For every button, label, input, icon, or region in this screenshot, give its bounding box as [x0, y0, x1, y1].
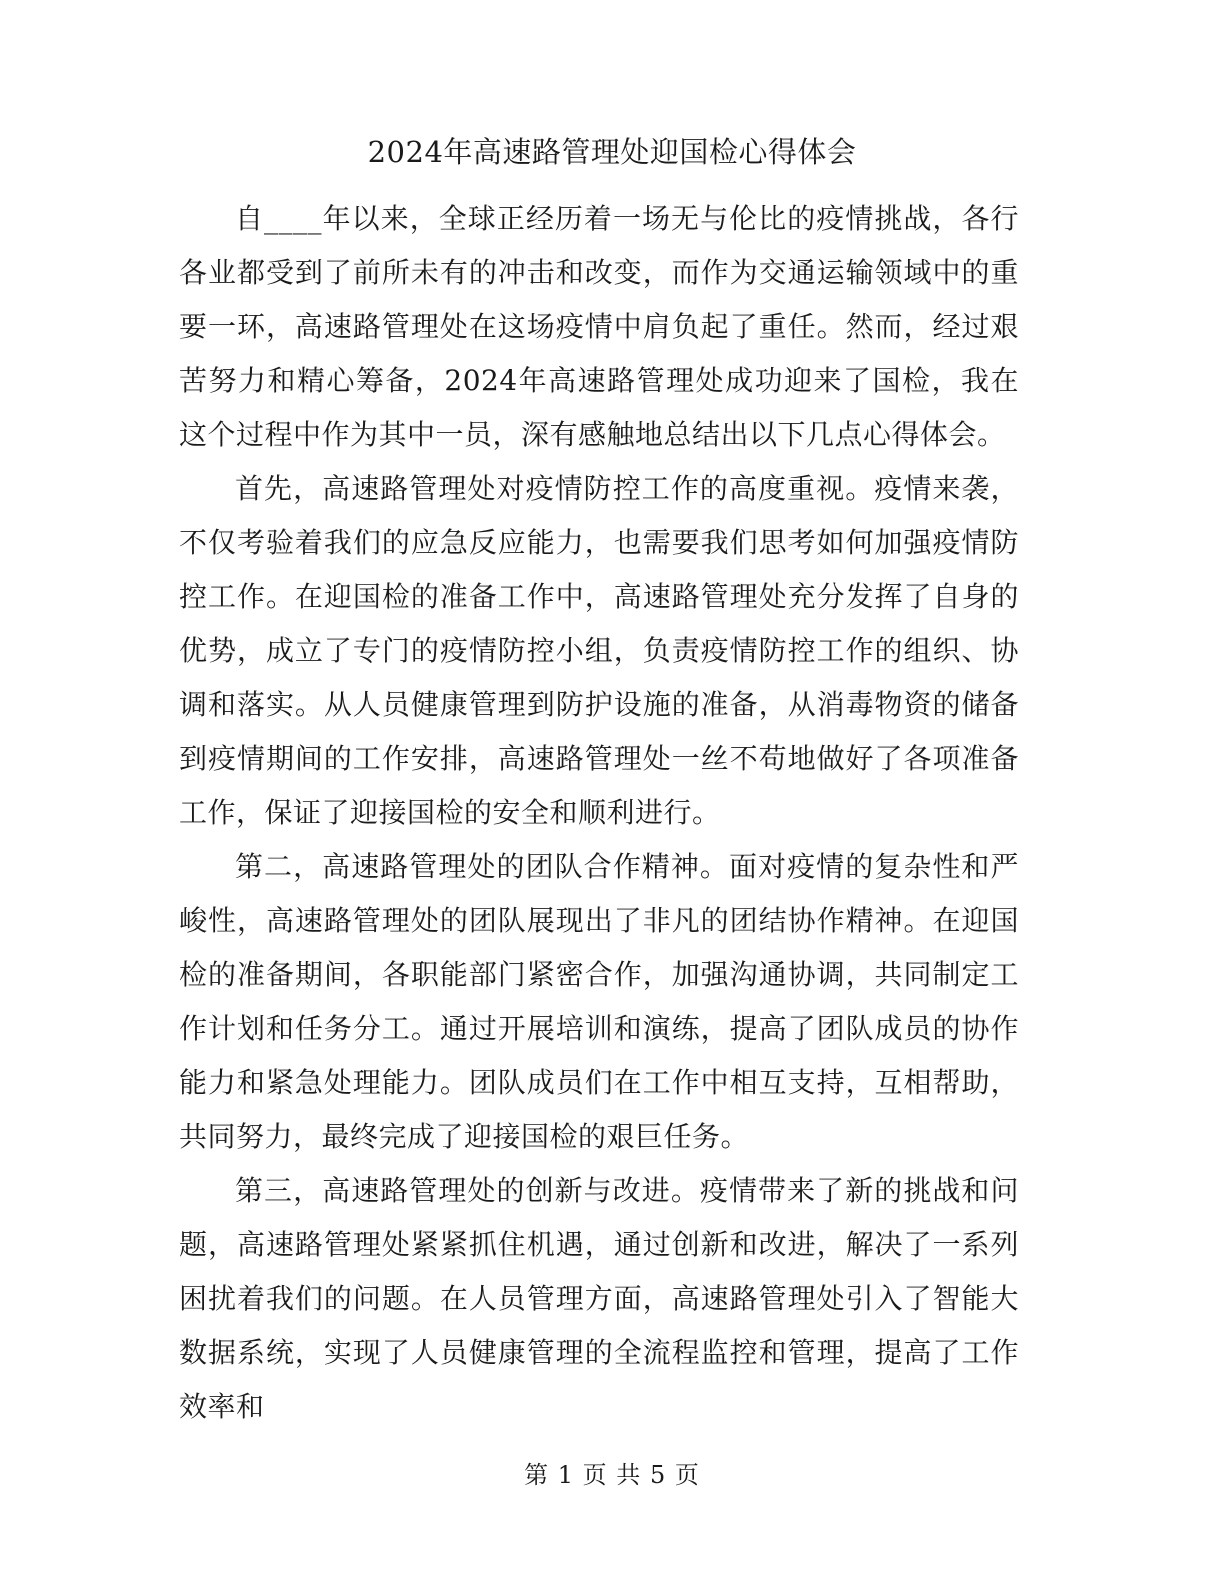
paragraph-first: 首先，高速路管理处对疫情防控工作的高度重视。疫情来袭，不仅考验着我们的应急反应能力，也需要我们思考如何加强疫情防控工作。在迎国检的准备工作中，高速路管理处充分发挥了自身的优势，成立了专门的疫情防控小组，负责疫情防控工作的组织、协调和落实。从人员健康管理到防护设施的准备，从消毒物资的储备到疫情期间的工作安排，高速路管理处一丝不苟地做好了各项准备工作，保证了迎接国检的安全和顺利进行。	[179, 472, 1019, 829]
paragraph-third: 第三，高速路管理处的创新与改进。疫情带来了新的挑战和问题，高速路管理处紧紧抓住机遇，通过创新和改进，解决了一系列困扰着我们的问题。在人员管理方面，高速路管理处引入了智能大数据系统，实现了人员健康管理的全流程监控和管理，提高了工作效率和	[179, 1174, 1019, 1423]
page-footer: 第 1 页 共 5 页	[524, 1461, 700, 1489]
document-body	[179, 192, 1019, 1434]
paragraph-second: 第二，高速路管理处的团队合作精神。面对疫情的复杂性和严峻性，高速路管理处的团队展现出了非凡的团结协作精神。在迎国检的准备期间，各职能部门紧密合作，加强沟通协调，共同制定工作计划和任务分工。通过开展培训和演练，提高了团队成员的协作能力和紧急处理能力。团队成员们在工作中相互支持，互相帮助，共同努力，最终完成了迎接国检的艰巨任务。	[179, 850, 1019, 1153]
paragraph-intro: 自____年以来，全球正经历着一场无与伦比的疫情挑战，各行各业都受到了前所未有的冲击和改变，而作为交通运输领域中的重要一环，高速路管理处在这场疫情中肩负起了重任。然而，经过艰苦努力和精心筹备，2024年高速路管理处成功迎来了国检，我在这个过程中作为其中一员，深有感触地总结出以下几点心得体会。	[179, 202, 1019, 451]
document-title: 2024年高速路管理处迎国检心得体会	[367, 135, 857, 169]
